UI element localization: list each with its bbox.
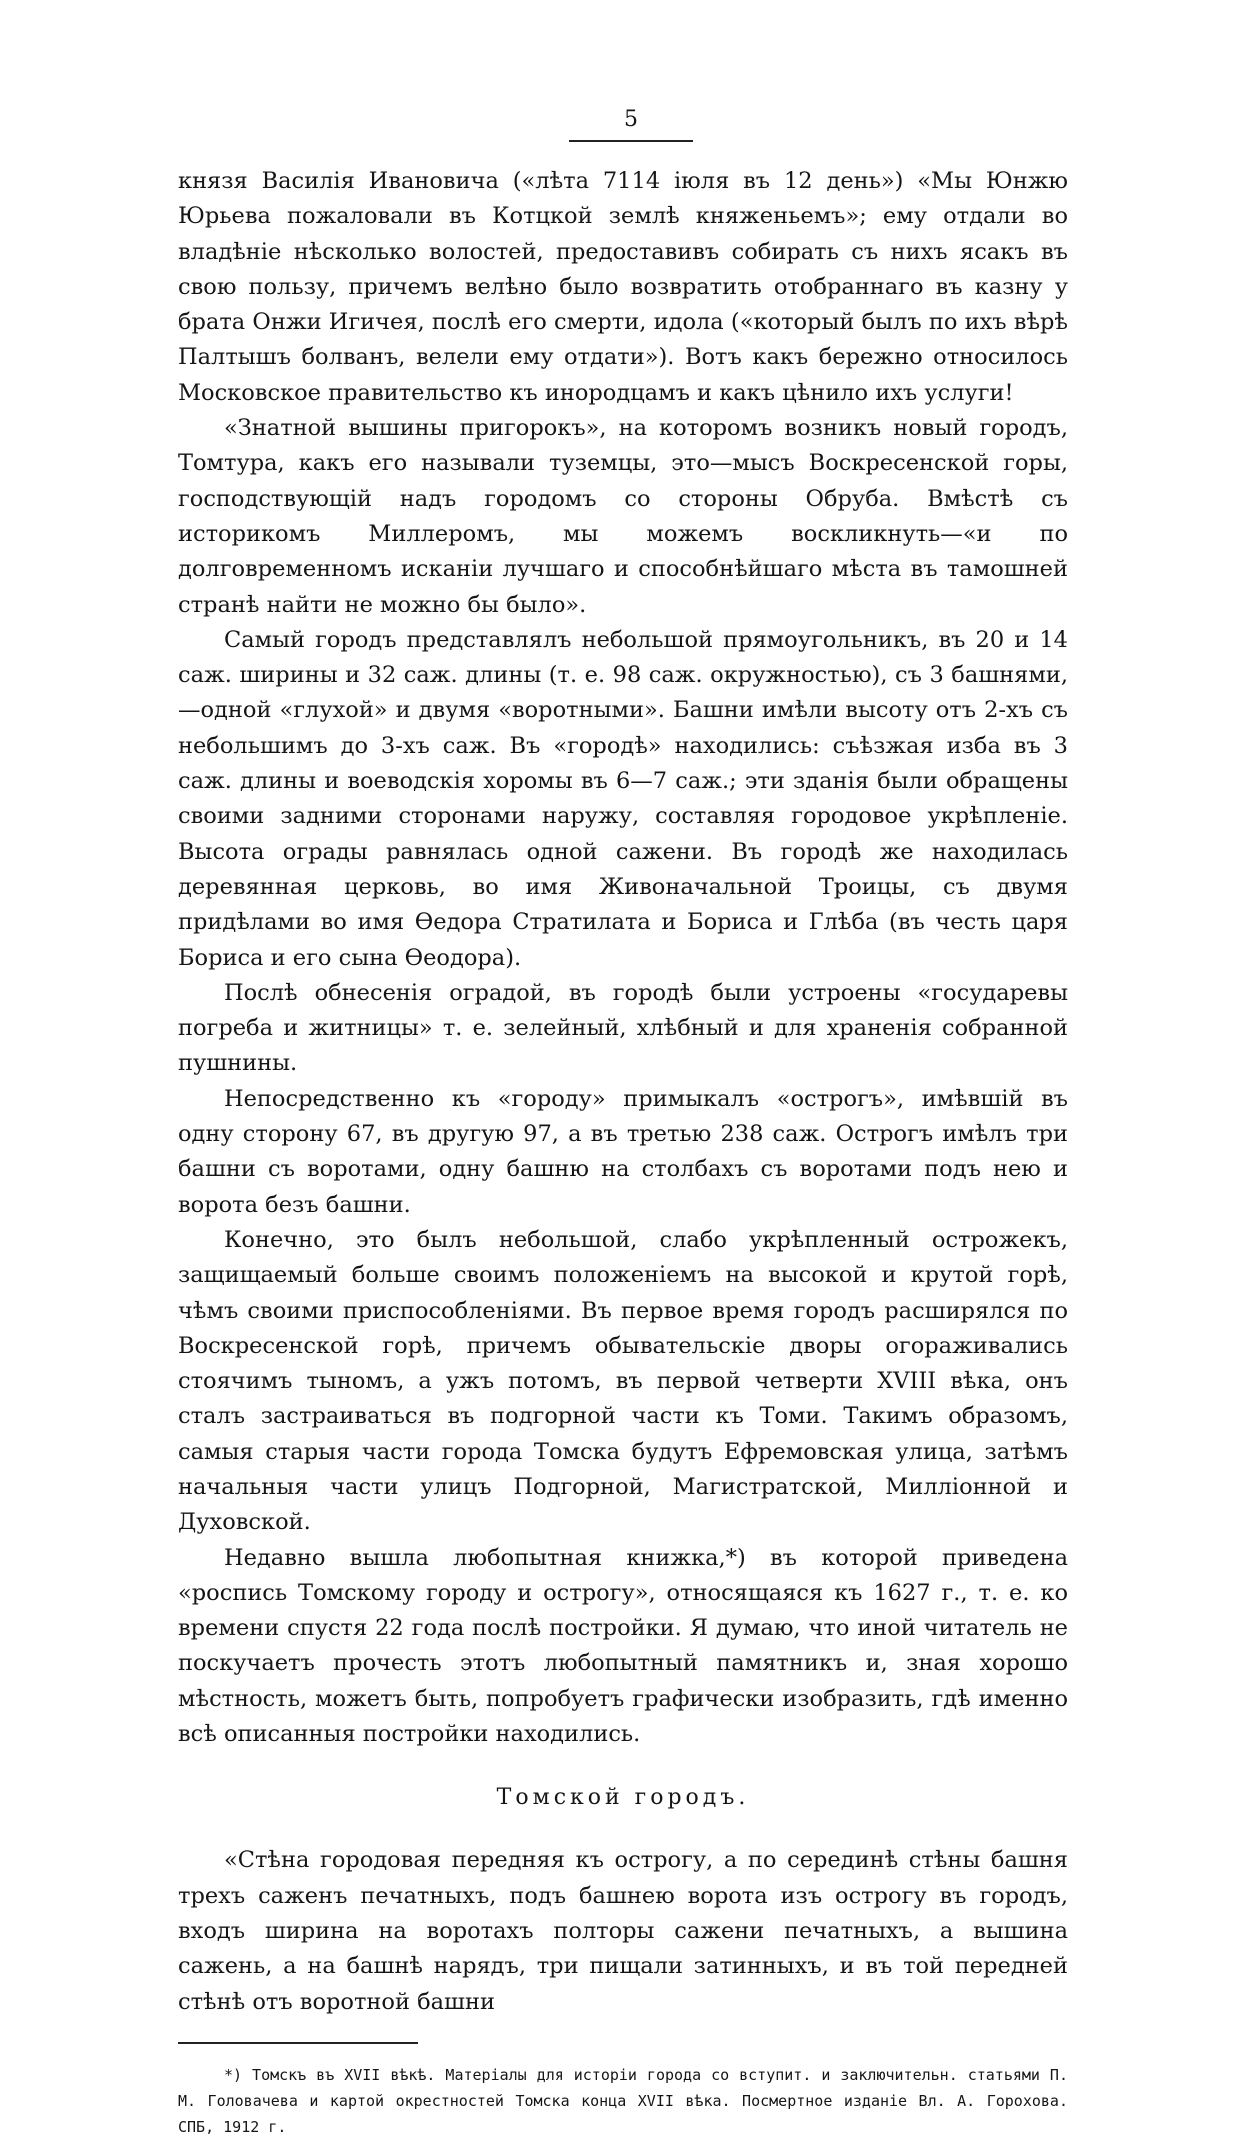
body-paragraph: Послѣ обнесенія оградой, въ городѣ были устроены «государевы погреба и житницы» т. е. зелейный, хлѣбный и для храненія собранной пушнины.: [178, 979, 1068, 1077]
page-number: 5: [624, 107, 638, 132]
section-title: Томской городъ.: [496, 1785, 750, 1811]
footnote: *) Томскъ въ XVII вѣкѣ. Матеріалы для исторіи города со вступит. и заключительн. статьями П. М. Головачева и картой окрестностей Томска конца XVII вѣка. Посмертное изданіе Вл. А. Горохова. СПБ, 1912 г.: [178, 2065, 1068, 2136]
page-number-rule: [569, 140, 693, 142]
footnote-rule: [178, 2042, 418, 2044]
body-paragraph: Непосредственно къ «городу» примыкалъ «острогъ», имѣвшій въ одну сторону 67, въ другую 97, а въ третью 238 саж. Острогъ имѣлъ три башни съ воротами, одну башню на столбахъ съ воротами подъ нею и ворота безъ башни.: [178, 1085, 1068, 1218]
body-paragraph: князя Василія Ивановича («лѣта 7114 іюля въ 12 день») «Мы Юнжю Юрьева пожаловали въ Котцкой землѣ княженьемъ»; ему отдали во владѣніе нѣсколько волостей, предоставивъ собирать съ нихъ ясакъ въ свою пользу, причемъ велѣно было возвратить отобраннаго въ казну у брата Онжи Игичея, послѣ его смерти, идола («который былъ по ихъ вѣрѣ Палтышъ болванъ, велели ему отдати»). Вотъ какъ бережно относилось Московское правительство къ инородцамъ и какъ цѣнило ихъ услуги!: [178, 168, 1068, 406]
document-page: [178, 108, 1068, 2140]
quote-paragraph: «Стѣна городовая передняя къ острогу, а по серединѣ стѣны башня трехъ саженъ печатныхъ, подъ башнею ворота изъ острогу въ городъ, входъ ширина на воротахъ полторы сажени печатныхъ, а вышина сажень, а на башнѣ нарядъ, три пищали затинныхъ, и въ той передней стѣнѣ отъ воротной башни: [178, 1847, 1068, 2015]
body-paragraph: «Знатной вышины пригорокъ», на которомъ возникъ новый городъ, Томтура, какъ его называли туземцы, это—мысъ Воскресенской горы, господствующій надъ городомъ со стороны Обруба. Вмѣстѣ съ историкомъ Миллеромъ, мы можемъ воскликнуть—«и по долговременномъ исканіи лучшаго и способнѣйшаго мѣста въ тамошней странѣ найти не можно бы было».: [178, 415, 1068, 618]
body-paragraph: Недавно вышла любопытная книжка,*) въ которой приведена «роспись Томскому городу и острогу», относящаяся къ 1627 г., т. е. ко времени спустя 22 года послѣ постройки. Я думаю, что иной читатель не поскучаетъ прочесть этотъ любопытный памятникъ и, зная хорошо мѣстность, можетъ быть, попробуетъ графически изобразить, гдѣ именно всѣ описанныя постройки находились.: [178, 1544, 1068, 1748]
body-paragraph: Самый городъ представлялъ небольшой прямоугольникъ, въ 20 и 14 саж. ширины и 32 саж. длины (т. е. 98 саж. окружностью), съ 3 башнями,—одной «глухой» и двумя «воротными». Башни имѣли высоту отъ 2-хъ съ небольшимъ до 3-хъ саж. Въ «городѣ» находились: съѣзжая изба въ 3 саж. длины и воеводскія хоромы въ 6—7 саж.; эти зданія были обращены своими задними сторонами наружу, составляя городовое укрѣпленіе. Высота ограды равнялась одной сажени. Въ городѣ же находилась деревянная церковь, во имя Живоначальной Троицы, съ двумя придѣлами во имя Ѳедора Стратилата и Бориса и Глѣба (въ честь царя Бориса и его сына Ѳеодора).: [178, 626, 1068, 971]
body-paragraph: Конечно, это былъ небольшой, слабо укрѣпленный острожекъ, защищаемый больше своимъ положеніемъ на высокой и крутой горѣ, чѣмъ своими приспособленіями. Въ первое время городъ расширялся по Воскресенской горѣ, причемъ обывательскіе дворы огораживались стоячимъ тыномъ, а ужъ потомъ, въ первой четверти XVIII вѣка, онъ сталъ застраиваться въ подгорной части къ Томи. Такимъ образомъ, самыя старыя части города Томска будутъ Ефремовская улица, затѣмъ начальныя части улицъ Подгорной, Магистратской, Милліонной и Духовской.: [178, 1226, 1068, 1536]
